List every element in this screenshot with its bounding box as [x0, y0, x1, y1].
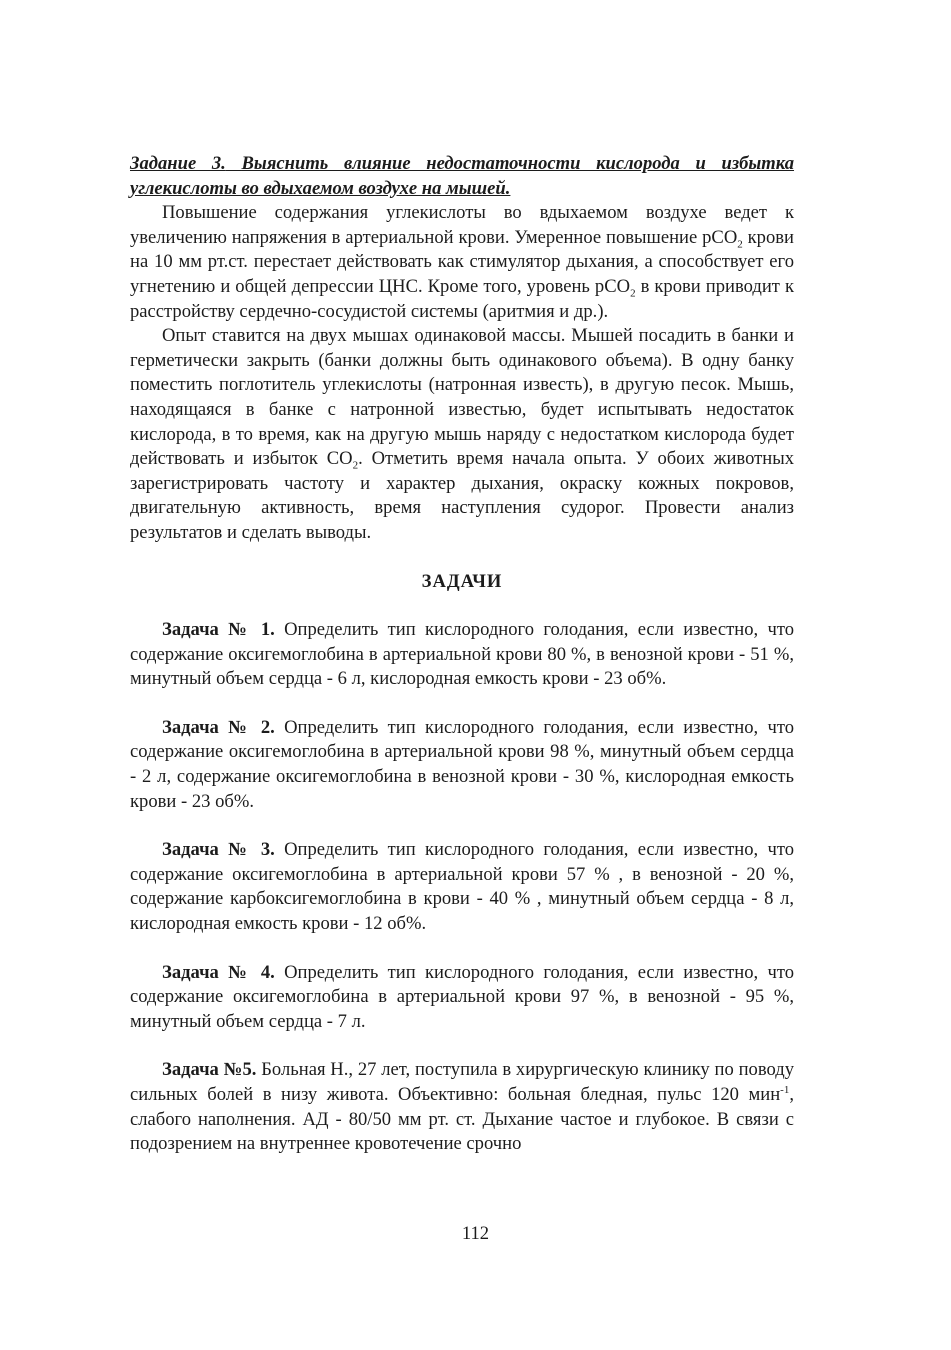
problem-text: Определить тип кислородного голодания, если известно, что содержание оксигемоглобина в артериальной крови 98 %, минутный объем сердца - 2 л, содержание оксигемоглобина в венозной крови - 30 %, кислородная емкость крови - 23 об%. — [130, 716, 795, 812]
assignment-title: Выяснить влияние недостаточности кислорода и избытка углекислоты во вдыхаемом воздухе на мышей. — [130, 153, 795, 199]
paragraph-text: Опыт ставится на двух мышах одинаковой массы. Мышей посадить в банки и герметически закрыть (банки должны быть одинакового объема). В одну банку поместить поглотитель углекислоты (натронная известь), в другую песок. Мышь, находящаяся в банке с натронной известью, будет испытывать недостаток кислорода, в то время, как на другую мышь наряду с недостатком кислорода будет действовать и избыток СО — [130, 325, 794, 470]
problem-text: , слабого наполнения. АД - 80/50 мм рт. ст. Дыхание частое и глубокое. В связи с подозрением на внутреннее кровотечение срочно — [130, 1084, 794, 1155]
paragraph-text: . Отметить время начала опыта. У обоих животных зарегистрировать частоту и характер дыхания, окраску кожных покровов, двигательную активность, время наступления судорог. Провести анализ результатов и сделать выводы. — [130, 448, 794, 543]
section-title: ЗАДАЧИ — [421, 570, 503, 592]
problem-3 — [130, 838, 794, 936]
subscript: 2 — [630, 287, 636, 300]
paragraph-text: Повышение содержания углекислоты во вдыхаемом воздухе ведет к увеличению напряжения в артериальной крови. Умеренное повышение рСО — [130, 202, 794, 248]
problem-text: Определить тип кислородного голодания, если известно, что содержание оксигемоглобина в артериальной крови 80 %, в венозной крови - 51 %, минутный объем сердца - 6 л, кислородная емкость крови - 23 об%. — [130, 619, 795, 690]
problem-4 — [130, 961, 794, 1035]
subscript: 2 — [352, 459, 359, 472]
problem-2 — [130, 716, 794, 814]
problem-label: Задача № 4. — [162, 961, 275, 983]
problem-label: Задача № 2. — [162, 716, 275, 738]
assignment-heading — [130, 152, 794, 201]
page-content — [130, 152, 794, 1157]
paragraph-experiment — [130, 324, 794, 545]
page-number: 112 — [461, 1223, 490, 1244]
problem-text: Больная Н., 27 лет, поступила в хирургическую клинику по поводу сильных болей в низу живота. Объективно: больная бледная, пульс 120 мин — [130, 1059, 794, 1105]
problem-text: Определить тип кислородного голодания, если известно, что содержание оксигемоглобина в артериальной крови 57 % , в венозной - 20 %, содержание карбоксигемоглобина в крови - 40 % , минутный объем сердца - 8 л, кислородная емкость крови - 12 об%. — [130, 839, 795, 935]
subscript: 2 — [737, 238, 743, 251]
paragraph-text: крови на 10 мм рт.ст. перестает действовать как стимулятор дыхания, а способствует его угнетению и общей депрессии ЦНС. Кроме того, уровень рСО — [130, 226, 794, 297]
problem-5 — [130, 1058, 794, 1156]
problem-label: Задача №5. — [162, 1059, 257, 1081]
assignment-label: Задание 3. — [130, 153, 226, 174]
problem-label: Задача № 3. — [162, 839, 275, 861]
superscript: -1 — [780, 1083, 790, 1096]
problem-label: Задача № 1. — [162, 619, 275, 641]
problem-1 — [130, 618, 794, 692]
paragraph-co2-effects — [130, 201, 794, 324]
problem-text: Определить тип кислородного голодания, если известно, что содержание оксигемоглобина в артериальной крови 97 %, в венозной - 95 %, минутный объем сердца - 7 л. — [130, 961, 795, 1032]
paragraph-text: в крови приводит к расстройству сердечно-сосудистой системы (аритмия и др.). — [130, 275, 794, 322]
